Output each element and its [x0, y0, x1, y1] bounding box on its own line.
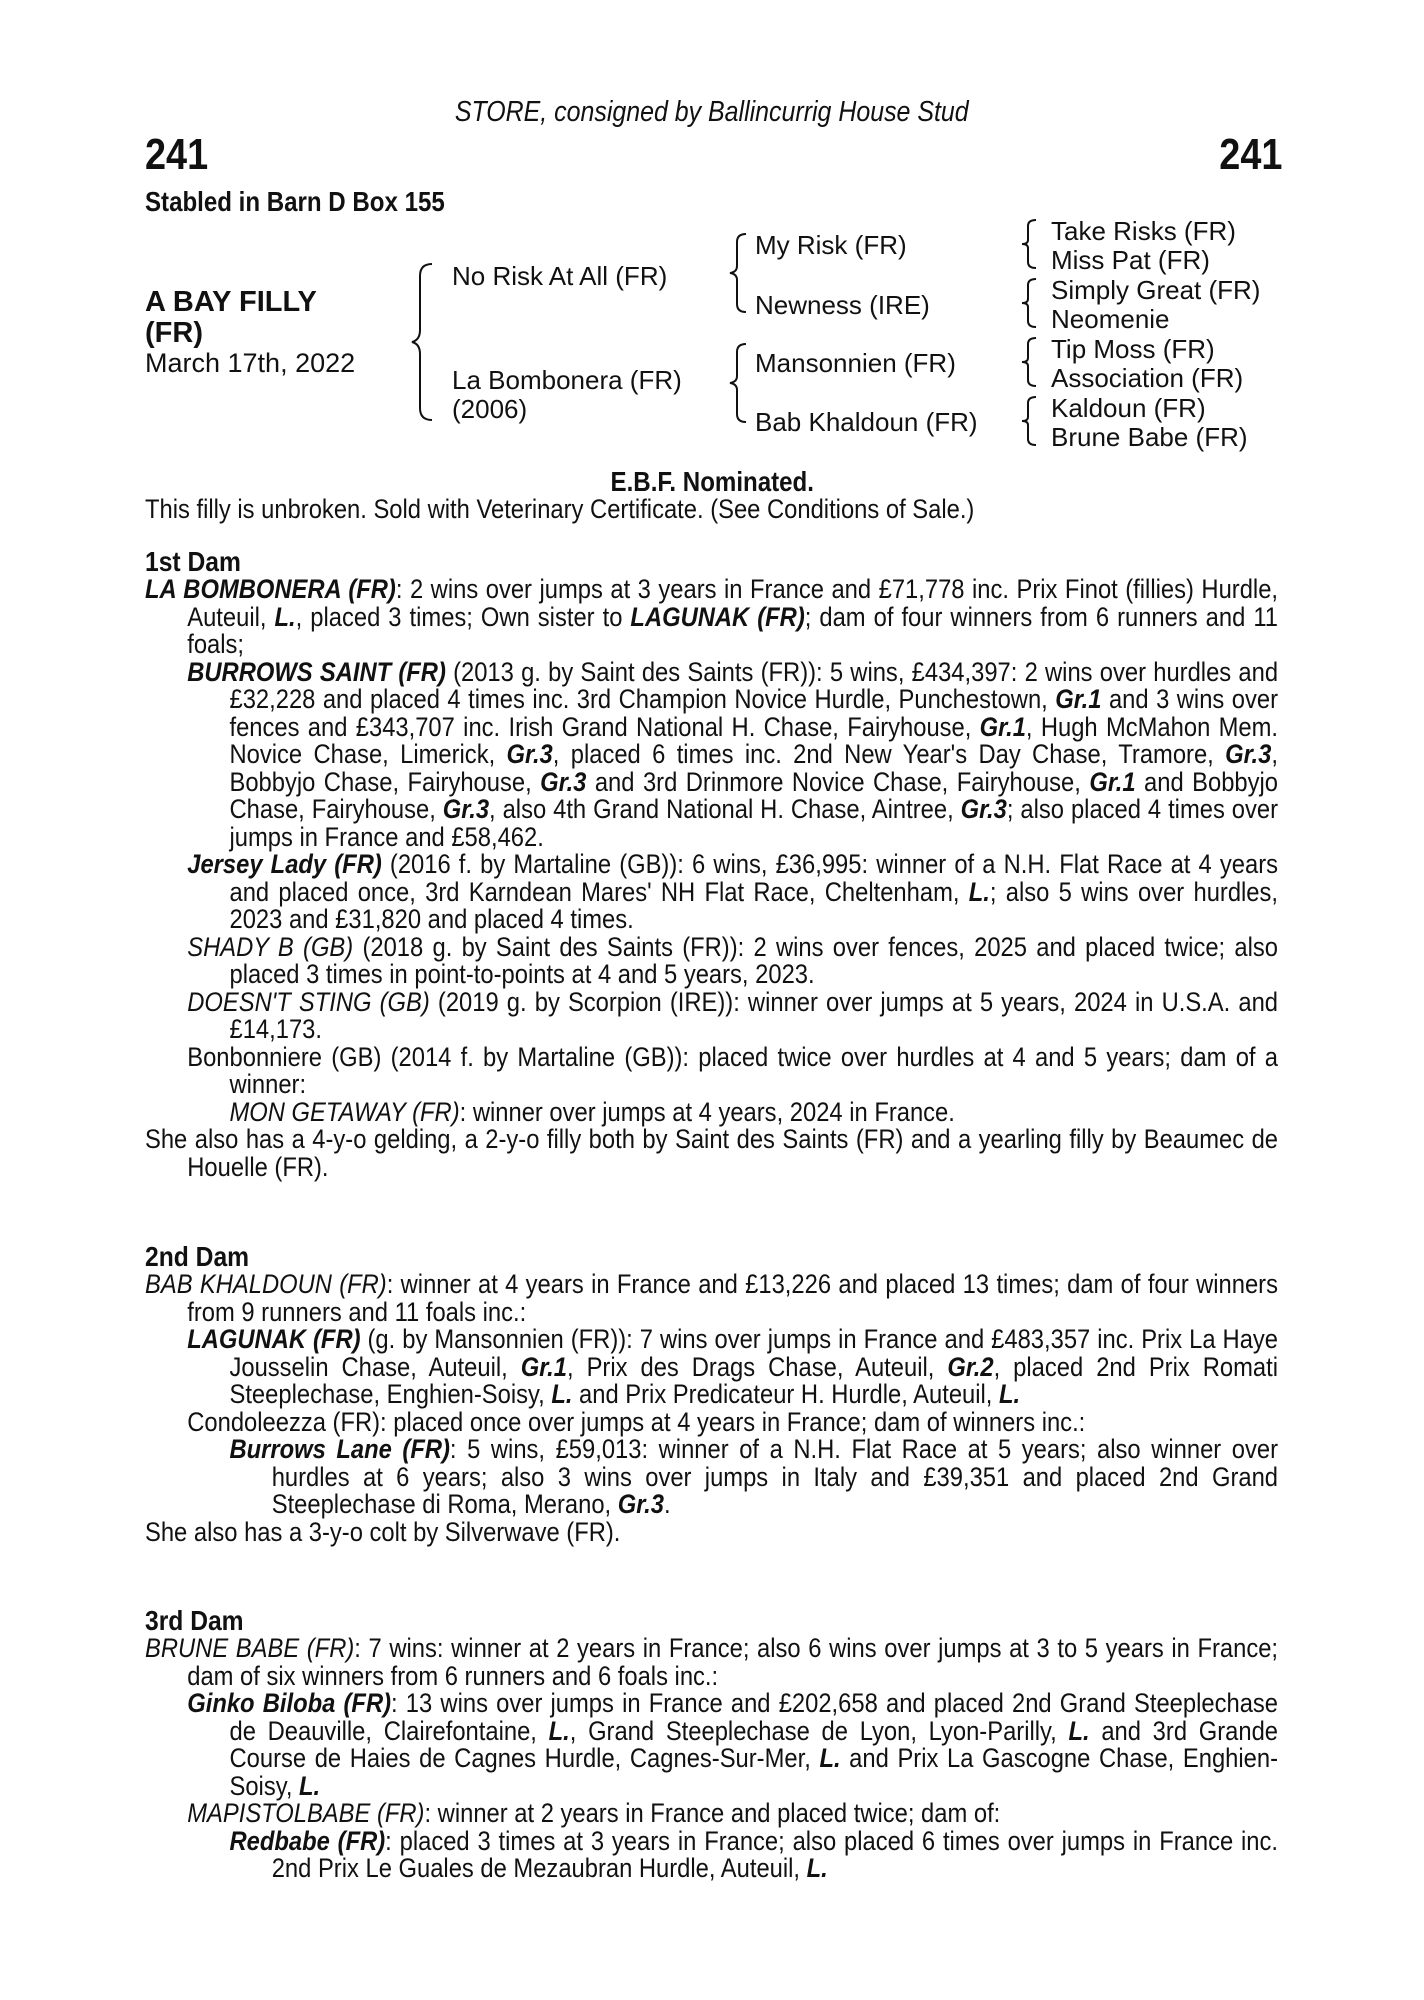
- pedigree-sire-sire: My Risk (FR): [755, 230, 907, 260]
- horse-name-or-grade: SHADY B (GB): [187, 931, 354, 962]
- emphasis-text: 6 wins: [691, 849, 761, 879]
- entry-text: over jumps at 5 years, 2024 in U.S.A. and £14,173.: [229, 986, 1278, 1044]
- pedigree-brace-g3-2: [1020, 277, 1038, 329]
- horse-name-or-grade: Gr.3: [442, 794, 490, 824]
- horse-name-or-grade: Gr.3: [540, 766, 587, 797]
- lot-number-right: [1209, 130, 1282, 180]
- horse-name-or-grade: L.: [1068, 1715, 1090, 1746]
- horse-name-or-grade: MAPISTOLBABE (FR): [187, 1798, 425, 1828]
- entry-text: ; dam of: [804, 601, 902, 632]
- horse-name-or-grade: BRUNE BABE (FR): [145, 1633, 355, 1663]
- horse-name-or-grade: Ginko Biloba (FR): [187, 1688, 392, 1718]
- entry-text: over jumps at 3 to 5 years in France; dam of: [187, 1633, 1279, 1691]
- entry-text: :: [299, 1069, 307, 1099]
- dam-section-1: [145, 548, 1278, 1181]
- entry-text: :: [459, 1096, 473, 1127]
- pedigree-sire-dam: Newness (IRE): [755, 290, 930, 320]
- pedigree-entry: [145, 656, 1279, 852]
- entry-text: She also has a 4-y-o gelding, a 2-y-o filly both by Saint des Saints (FR) and a yearling filly by Beaumec de Houelle (FR).: [145, 1124, 1278, 1182]
- emphasis-text: 2 wins: [409, 574, 479, 604]
- pedigree-brace-main: [410, 262, 434, 422]
- entry-text: (g. by Mansonnien (FR)):: [360, 1324, 640, 1354]
- entry-text: over fences and £343,707 inc. Irish Grand National H. Chase, Fairyhouse,: [229, 684, 1278, 742]
- entry-text: at 2 years in France and placed twice; dam of:: [507, 1798, 1001, 1828]
- entry-text: , placed 3 times; Own sister to: [295, 601, 631, 632]
- pedigree-entry: [145, 1271, 1278, 1326]
- entry-text: over jumps in France and £483,357 inc. Prix La Haye Jousselin Chase, Auteuil,: [229, 1324, 1278, 1382]
- dam-section-body: [145, 1607, 1278, 1883]
- emphasis-text: 7 wins: [368, 1633, 437, 1663]
- pedigree-entry: [145, 1800, 1278, 1828]
- sale-note-text: This filly is unbroken. Sold with Veterinary Certificate. (See Conditions of Sale.): [145, 494, 975, 524]
- entry-text: (2013 g. by Saint des Saints (FR)):: [445, 656, 830, 687]
- entry-text: , also 4th Grand National H. Chase, Aintree,: [489, 794, 961, 824]
- horse-name-or-grade: L.: [999, 1379, 1021, 1409]
- horse-name-or-grade: L.: [548, 1715, 570, 1746]
- emphasis-text: 2 wins: [753, 931, 824, 962]
- pedigree-entry: [145, 986, 1278, 1044]
- pedigree-sire: No Risk At All (FR): [452, 261, 668, 291]
- pedigree-entry: [145, 576, 1278, 659]
- entry-text: over jumps at 4 years, 2024 in France.: [542, 1096, 955, 1127]
- emphasis-text: 7 wins: [639, 1324, 708, 1354]
- entry-text: , Hugh McMahon Mem. Novice Chase, Limerick,: [229, 711, 1279, 769]
- entry-text: She also has a 3-y-o colt by Silverwave (FR).: [145, 1516, 621, 1547]
- entry-text: :: [449, 1434, 468, 1464]
- entry-text: over jumps in Italy and £39,351 and placed 2nd Grand Steeplechase di Roma, Merano,: [271, 1461, 1278, 1519]
- foaling-date: March 17th, 2022: [145, 348, 356, 378]
- pedigree-gen3-1: Take Risks (FR): [1051, 216, 1236, 246]
- pedigree-gen3-2: Miss Pat (FR): [1051, 245, 1210, 275]
- dam-section-body: [145, 1243, 1278, 1546]
- horse-name-or-grade: Gr.1: [979, 711, 1026, 742]
- horse-name-or-grade: Burrows Lane (FR): [229, 1434, 450, 1464]
- emphasis-text: 6 wins: [808, 1633, 877, 1663]
- pedigree-brace-dam: [728, 342, 748, 424]
- dam-heading: 3rd Dam: [145, 1605, 244, 1636]
- emphasis-text: winner: [876, 849, 947, 879]
- dam-heading: 2nd Dam: [145, 1241, 250, 1272]
- emphasis-text: winner: [658, 1434, 729, 1464]
- entry-text: , £59,013:: [538, 1434, 659, 1464]
- dam-section-body: [145, 548, 1278, 1181]
- entry-text: , £36,995:: [760, 849, 877, 879]
- emphasis-text: winner: [400, 1269, 471, 1299]
- entry-text: (2016 f. by Martaline (GB)):: [381, 849, 692, 879]
- stabled-text: Stabled in Barn D Box 155: [145, 186, 445, 217]
- entry-text: over hurdles at 6 years; also: [271, 1434, 1278, 1492]
- entry-text: from 9 runners and 11 foals inc.:: [187, 1296, 527, 1327]
- horse-name-or-grade: L.: [819, 1743, 841, 1773]
- pedigree-gen3-8: Brune Babe (FR): [1051, 422, 1248, 452]
- stabled-location: [145, 186, 494, 218]
- emphasis-text: winners: [953, 1406, 1036, 1437]
- entry-text: :: [391, 1688, 406, 1718]
- pedigree-entry: [145, 1326, 1278, 1409]
- horse-name-or-grade: L.: [274, 601, 296, 632]
- horse-name-or-grade: Gr.3: [1225, 739, 1272, 769]
- entry-text: Bonbonniere (GB) (2014 f. by Martaline (GB)): placed twice over hurdles at 4 and 5 years; dam of: [187, 1041, 1265, 1072]
- entry-text: , placed 6 times inc. 2nd New Year's Day Chase, Tramore,: [552, 739, 1226, 769]
- ebf-text: E.B.F. Nominated.: [610, 466, 814, 497]
- emphasis-text: winner: [437, 1798, 508, 1828]
- horse-name-or-grade: Redbabe (FR): [229, 1825, 386, 1856]
- horse-name-or-grade: BAB KHALDOUN (FR): [145, 1269, 387, 1299]
- pedigree-entry: [145, 1096, 1278, 1127]
- horse-name-or-grade: Gr.3: [506, 739, 553, 769]
- entry-text: from 6 runners and 11 foals;: [187, 601, 1278, 659]
- emphasis-text: winner: [451, 1633, 522, 1663]
- pedigree-brace-sire: [728, 232, 748, 314]
- entry-text: (2018 g. by Saint des Saints (FR)):: [353, 931, 754, 962]
- horse-name-or-grade: Gr.3: [617, 1489, 664, 1519]
- emphasis-text: four winners: [1147, 1269, 1278, 1299]
- lot-number-text: 241: [1218, 130, 1282, 179]
- horse-name-or-grade: LAGUNAK (FR): [187, 1324, 361, 1354]
- pedigree-dam-year: (2006): [452, 394, 528, 424]
- entry-text: Condoleezza (FR): placed once over jumps at 4 years in France; dam of: [187, 1406, 954, 1437]
- entry-text: , placed 2nd Prix Romati Steeplechase, Enghien-Soisy,: [229, 1351, 1278, 1409]
- pedigree-entry: [145, 1436, 1278, 1519]
- emphasis-text: 3 wins: [1156, 684, 1225, 714]
- horse-name-or-grade: DOESN'T STING (GB): [187, 986, 430, 1017]
- pedigree-entry: [145, 1126, 1278, 1181]
- entry-text: :: [424, 1798, 438, 1828]
- entry-text: and Prix La Gascogne Chase, Enghien-Soisy,: [229, 1743, 1278, 1801]
- consignor-line: [0, 96, 1424, 129]
- pedigree-gen3-7: Kaldoun (FR): [1051, 393, 1206, 423]
- entry-text: , Bobbyjo Chase, Fairyhouse,: [229, 739, 1278, 797]
- horse-name-or-grade: Gr.3: [960, 794, 1007, 824]
- pedigree-entry: [145, 1825, 1278, 1883]
- entry-text: over jumps at 3 years in France and £71,778 inc. Prix Finot (fillies) Hurdle, Auteuil,: [187, 574, 1279, 632]
- pedigree-dam: La Bombonera (FR): [452, 365, 682, 395]
- emphasis-text: 5 wins: [829, 656, 898, 687]
- horse-name-or-grade: Gr.1: [520, 1351, 567, 1382]
- emphasis-text: winner: [747, 986, 818, 1017]
- pedigree-gen3-5: Tip Moss (FR): [1051, 334, 1215, 364]
- dam-heading: 1st Dam: [145, 546, 241, 577]
- entry-text: ; also: [989, 876, 1059, 907]
- pedigree-brace-g3-3: [1020, 336, 1038, 388]
- entry-text: of a N.H. Flat Race at 4 years and placed once, 3rd Karndean Mares' NH Flat Race, Cheltenham,: [229, 849, 1278, 907]
- pedigree-gen3-3: Simply Great (FR): [1051, 275, 1261, 305]
- entry-text: over fences, 2025 and placed twice; also placed 3 times in point-to-points at 4 and 5 years, 2023.: [229, 931, 1279, 989]
- entry-text: , Prix des Drags Chase, Auteuil,: [566, 1351, 948, 1382]
- dam-section-3: [145, 1607, 1278, 1883]
- entry-text: inc.:: [1035, 1406, 1086, 1437]
- entry-text: at 2 years in France; also: [521, 1633, 809, 1663]
- entry-text: :: [395, 574, 410, 604]
- entry-text: and Prix Predicateur H. Hurdle, Auteuil,: [572, 1379, 1000, 1409]
- sale-note: [145, 494, 1087, 525]
- emphasis-text: six winners: [266, 1660, 385, 1691]
- emphasis-text: winner: [1151, 1434, 1222, 1464]
- pedigree-dam-sire: Mansonnien (FR): [755, 348, 956, 378]
- emphasis-text: 13 wins: [405, 1688, 488, 1718]
- entry-text: and Bobbyjo Chase, Fairyhouse,: [229, 766, 1279, 824]
- horse-name-or-grade: L.: [551, 1379, 573, 1409]
- entry-text: , £434,397:: [897, 656, 1025, 687]
- entry-text: over hurdles and £32,228 and placed 4 times inc. 3rd Champion Novice Hurdle, Punchestown,: [229, 656, 1279, 714]
- emphasis-text: four winners: [901, 601, 1033, 632]
- horse-name-or-grade: BURROWS SAINT (FR): [187, 656, 446, 687]
- emphasis-text: a winner: [229, 1041, 1278, 1099]
- entry-text: , Grand Steeplechase de Lyon, Lyon-Parilly,: [569, 1715, 1069, 1746]
- emphasis-text: 5 wins: [1058, 876, 1129, 907]
- horse-name-or-grade: L.: [299, 1770, 321, 1801]
- pedigree-entry: [145, 1635, 1278, 1690]
- entry-text: over jumps in France and £202,658 and placed 2nd Grand Steeplechase de Deauville, Clairefontaine,: [229, 1688, 1279, 1746]
- emphasis-text: winner: [472, 1096, 543, 1127]
- pedigree-entry: [145, 931, 1279, 989]
- entry-text: and: [1101, 684, 1157, 714]
- entry-text: :: [436, 1633, 452, 1663]
- horse-name-or-grade: LA BOMBONERA (FR): [145, 574, 396, 604]
- entry-text: :: [386, 1269, 401, 1299]
- horse-name-or-grade: LAGUNAK (FR): [630, 601, 805, 632]
- pedigree-dam-dam: Bab Khaldoun (FR): [755, 407, 978, 437]
- lot-number-left: [145, 130, 218, 180]
- consignor-text: STORE, consigned by Ballincurrig House Stud: [455, 96, 969, 128]
- entry-text: .: [663, 1489, 671, 1519]
- emphasis-text: 2 wins: [1024, 656, 1093, 687]
- pedigree-entry: [145, 1690, 1278, 1800]
- entry-text: from 6 runners and 6 foals inc.:: [384, 1660, 719, 1691]
- pedigree-brace-g3-1: [1020, 218, 1038, 270]
- entry-text: at 4 years in France and £13,226 and placed 13 times; dam of: [470, 1269, 1148, 1299]
- pedigree-brace-g3-4: [1020, 395, 1038, 447]
- horse-name-or-grade: Jersey Lady (FR): [187, 849, 382, 879]
- dam-section-2: [145, 1243, 1278, 1546]
- pedigree-entry: [145, 1041, 1278, 1099]
- horse-name-or-grade: Gr.2: [947, 1351, 994, 1382]
- entry-text: over hurdles, 2023 and £31,820 and placed 4 times.: [229, 876, 1279, 934]
- horse-name-or-grade: Gr.1: [1089, 766, 1136, 797]
- horse-description: A BAY FILLY (FR): [145, 286, 317, 349]
- entry-text: of a N.H. Flat Race at 5 years; also: [728, 1434, 1152, 1464]
- emphasis-text: 5 wins: [467, 1434, 539, 1464]
- pedigree-entry: [145, 851, 1278, 934]
- entry-text: :: [354, 1633, 369, 1663]
- entry-text: : placed 3 times at 3 years in France; also placed 6 times over jumps in France inc. 2nd Prix Le Guales de Mezaubran Hurdle, Auteuil,: [271, 1825, 1278, 1883]
- pedigree-entry: [145, 1406, 1278, 1437]
- lot-number-text: 241: [145, 130, 209, 179]
- horse-name-or-grade: Gr.1: [1055, 684, 1102, 714]
- emphasis-text: 3 wins: [557, 1461, 632, 1492]
- horse-name-or-grade: MON GETAWAY (FR): [229, 1096, 460, 1127]
- entry-text: ; also placed 4 times over jumps in France and £58,462.: [229, 794, 1278, 852]
- pedigree-gen3-6: Association (FR): [1051, 363, 1244, 393]
- horse-name-or-grade: L.: [968, 876, 990, 907]
- entry-text: and 3rd Grande Course de Haies de Cagnes Hurdle, Cagnes-Sur-Mer,: [229, 1715, 1279, 1773]
- pedigree-entry: [145, 1516, 1278, 1547]
- pedigree-gen3-4: Neomenie: [1051, 304, 1170, 334]
- entry-text: and 3rd Drinmore Novice Chase, Fairyhouse,: [586, 766, 1090, 797]
- entry-text: (2019 g. by Scorpion (IRE)):: [429, 986, 748, 1017]
- horse-name-or-grade: L.: [806, 1853, 828, 1883]
